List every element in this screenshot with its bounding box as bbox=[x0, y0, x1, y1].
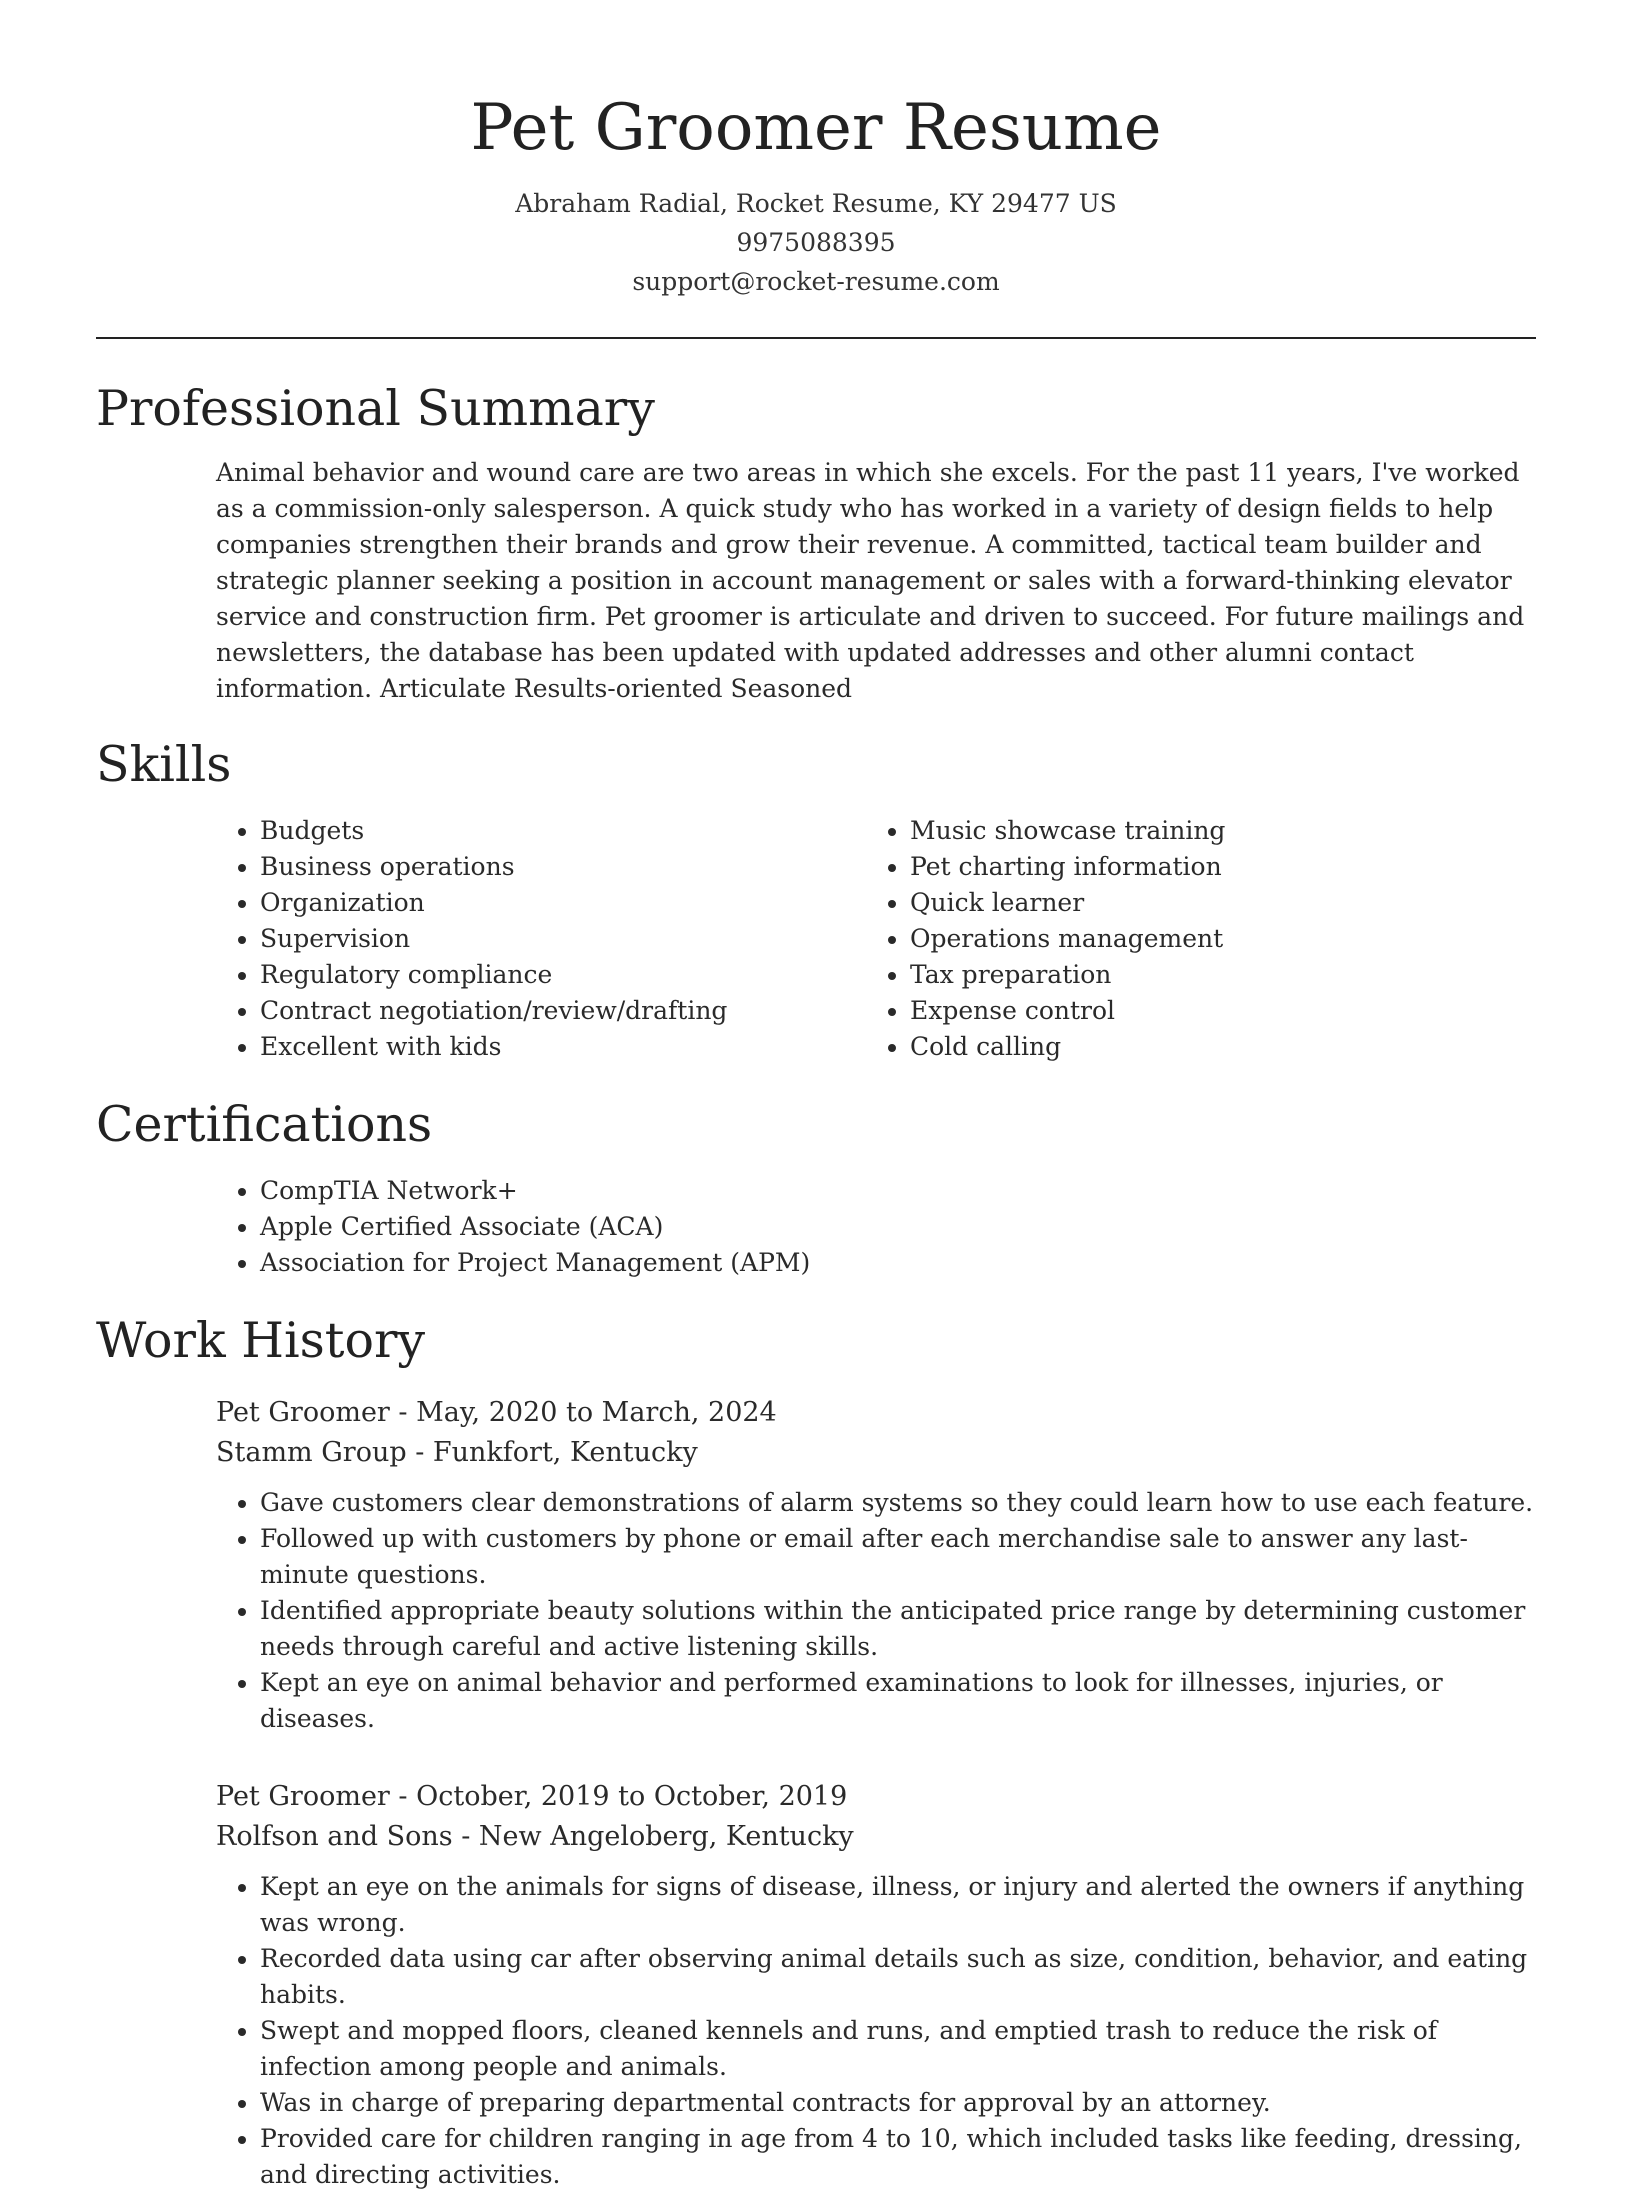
job-role-dates: Pet Groomer - May, 2020 to March, 2024 bbox=[216, 1397, 777, 1428]
job-bullet: • Gave customers clear demonstrations of alarm systems so they could learn how to use each feature. bbox=[260, 1485, 1536, 1521]
job-bullet: • Recorded data using car after observing animal details such as size, condition, behavior, and eating habits. bbox=[260, 1941, 1536, 2013]
skill-item: • Contract negotiation/review/drafting bbox=[260, 993, 866, 1029]
skills-column-right bbox=[866, 813, 1516, 1065]
header-divider bbox=[96, 337, 1536, 339]
skill-item: • Supervision bbox=[260, 921, 866, 957]
job-bullet: • Followed up with customers by phone or email after each merchandise sale to answer any last-minute questions. bbox=[260, 1521, 1536, 1593]
job-company-location: Stamm Group - Funkfort, Kentucky bbox=[216, 1437, 698, 1468]
job-entry bbox=[216, 1393, 1536, 1737]
summary-text: Animal behavior and wound care are two areas in which she excels. For the past 11 years, I've worked as a commission-only salesperson. A quick study who has worked in a variety of design fields to help companies strengthen their brands and grow their revenue. A committed, tactical team builder and strategic planner seeking a position in account management or sales with a forward-thinking elevator service and construction firm. Pet groomer is articulate and driven to succeed. For future mailings and newsletters, the database has been updated with updated addresses and other alumni contact information. Articulate Results-oriented Seasoned bbox=[216, 458, 1525, 703]
section-title-skills: Skills bbox=[96, 736, 232, 793]
skill-item: • Tax preparation bbox=[910, 957, 1516, 993]
job-role-dates: Pet Groomer - October, 2019 to October, 2019 bbox=[216, 1781, 848, 1812]
skills-list-right bbox=[866, 813, 1516, 1065]
job-bullets bbox=[216, 1869, 1536, 2193]
certification-item: • CompTIA Network+ bbox=[260, 1173, 1536, 1209]
contact-address: Abraham Radial, Rocket Resume, KY 29477 US bbox=[515, 189, 1117, 218]
resume-title: Pet Groomer Resume bbox=[470, 91, 1162, 165]
skill-item: • Organization bbox=[260, 885, 866, 921]
skill-item: • Operations management bbox=[910, 921, 1516, 957]
job-entry bbox=[216, 1777, 1536, 2193]
job-bullet: • Was in charge of preparing departmental contracts for approval by an attorney. bbox=[260, 2085, 1536, 2121]
skills-grid bbox=[216, 813, 1536, 1065]
skills-column-left bbox=[216, 813, 866, 1065]
certifications-section bbox=[96, 1093, 1536, 1281]
certifications-list bbox=[216, 1173, 1536, 1281]
skill-item: • Excellent with kids bbox=[260, 1029, 866, 1065]
skills-list-left bbox=[216, 813, 866, 1065]
certification-item: • Apple Certified Associate (ACA) bbox=[260, 1209, 1536, 1245]
skill-item: • Cold calling bbox=[910, 1029, 1516, 1065]
contact-phone: 9975088395 bbox=[736, 228, 896, 257]
resume-header bbox=[96, 0, 1536, 301]
skills-section bbox=[96, 733, 1536, 1065]
job-bullet: • Identified appropriate beauty solutions within the anticipated price range by determining customer needs through careful and active listening skills. bbox=[260, 1593, 1536, 1665]
skill-item: • Budgets bbox=[260, 813, 866, 849]
certification-item: • Association for Project Management (APM) bbox=[260, 1245, 1536, 1281]
job-bullets bbox=[216, 1485, 1536, 1737]
job-company-location: Rolfson and Sons - New Angeloberg, Kentucky bbox=[216, 1821, 854, 1852]
skill-item: • Regulatory compliance bbox=[260, 957, 866, 993]
job-bullet: • Swept and mopped floors, cleaned kennels and runs, and emptied trash to reduce the risk of infection among people and animals. bbox=[260, 2013, 1536, 2085]
skill-item: • Quick learner bbox=[910, 885, 1516, 921]
professional-summary-section bbox=[96, 377, 1536, 707]
section-title-certifications: Certifications bbox=[96, 1096, 433, 1153]
certifications-list-wrap bbox=[216, 1173, 1536, 1281]
skill-item: • Pet charting information bbox=[910, 849, 1516, 885]
skill-item: • Expense control bbox=[910, 993, 1516, 1029]
contact-email: support@rocket-resume.com bbox=[632, 267, 1000, 296]
job-bullet: • Provided care for children ranging in age from 4 to 10, which included tasks like feeding, dressing, and directing activities. bbox=[260, 2121, 1536, 2193]
job-bullet: • Kept an eye on animal behavior and performed examinations to look for illnesses, injuries, or diseases. bbox=[260, 1665, 1536, 1737]
skill-item: • Music showcase training bbox=[910, 813, 1516, 849]
section-title-summary: Professional Summary bbox=[96, 380, 655, 437]
contact-block bbox=[96, 184, 1536, 301]
section-title-work-history: Work History bbox=[96, 1312, 426, 1369]
skill-item: • Business operations bbox=[260, 849, 866, 885]
job-bullet: • Kept an eye on the animals for signs of disease, illness, or injury and alerted the owners if anything was wrong. bbox=[260, 1869, 1536, 1941]
work-history-section bbox=[96, 1309, 1536, 2193]
